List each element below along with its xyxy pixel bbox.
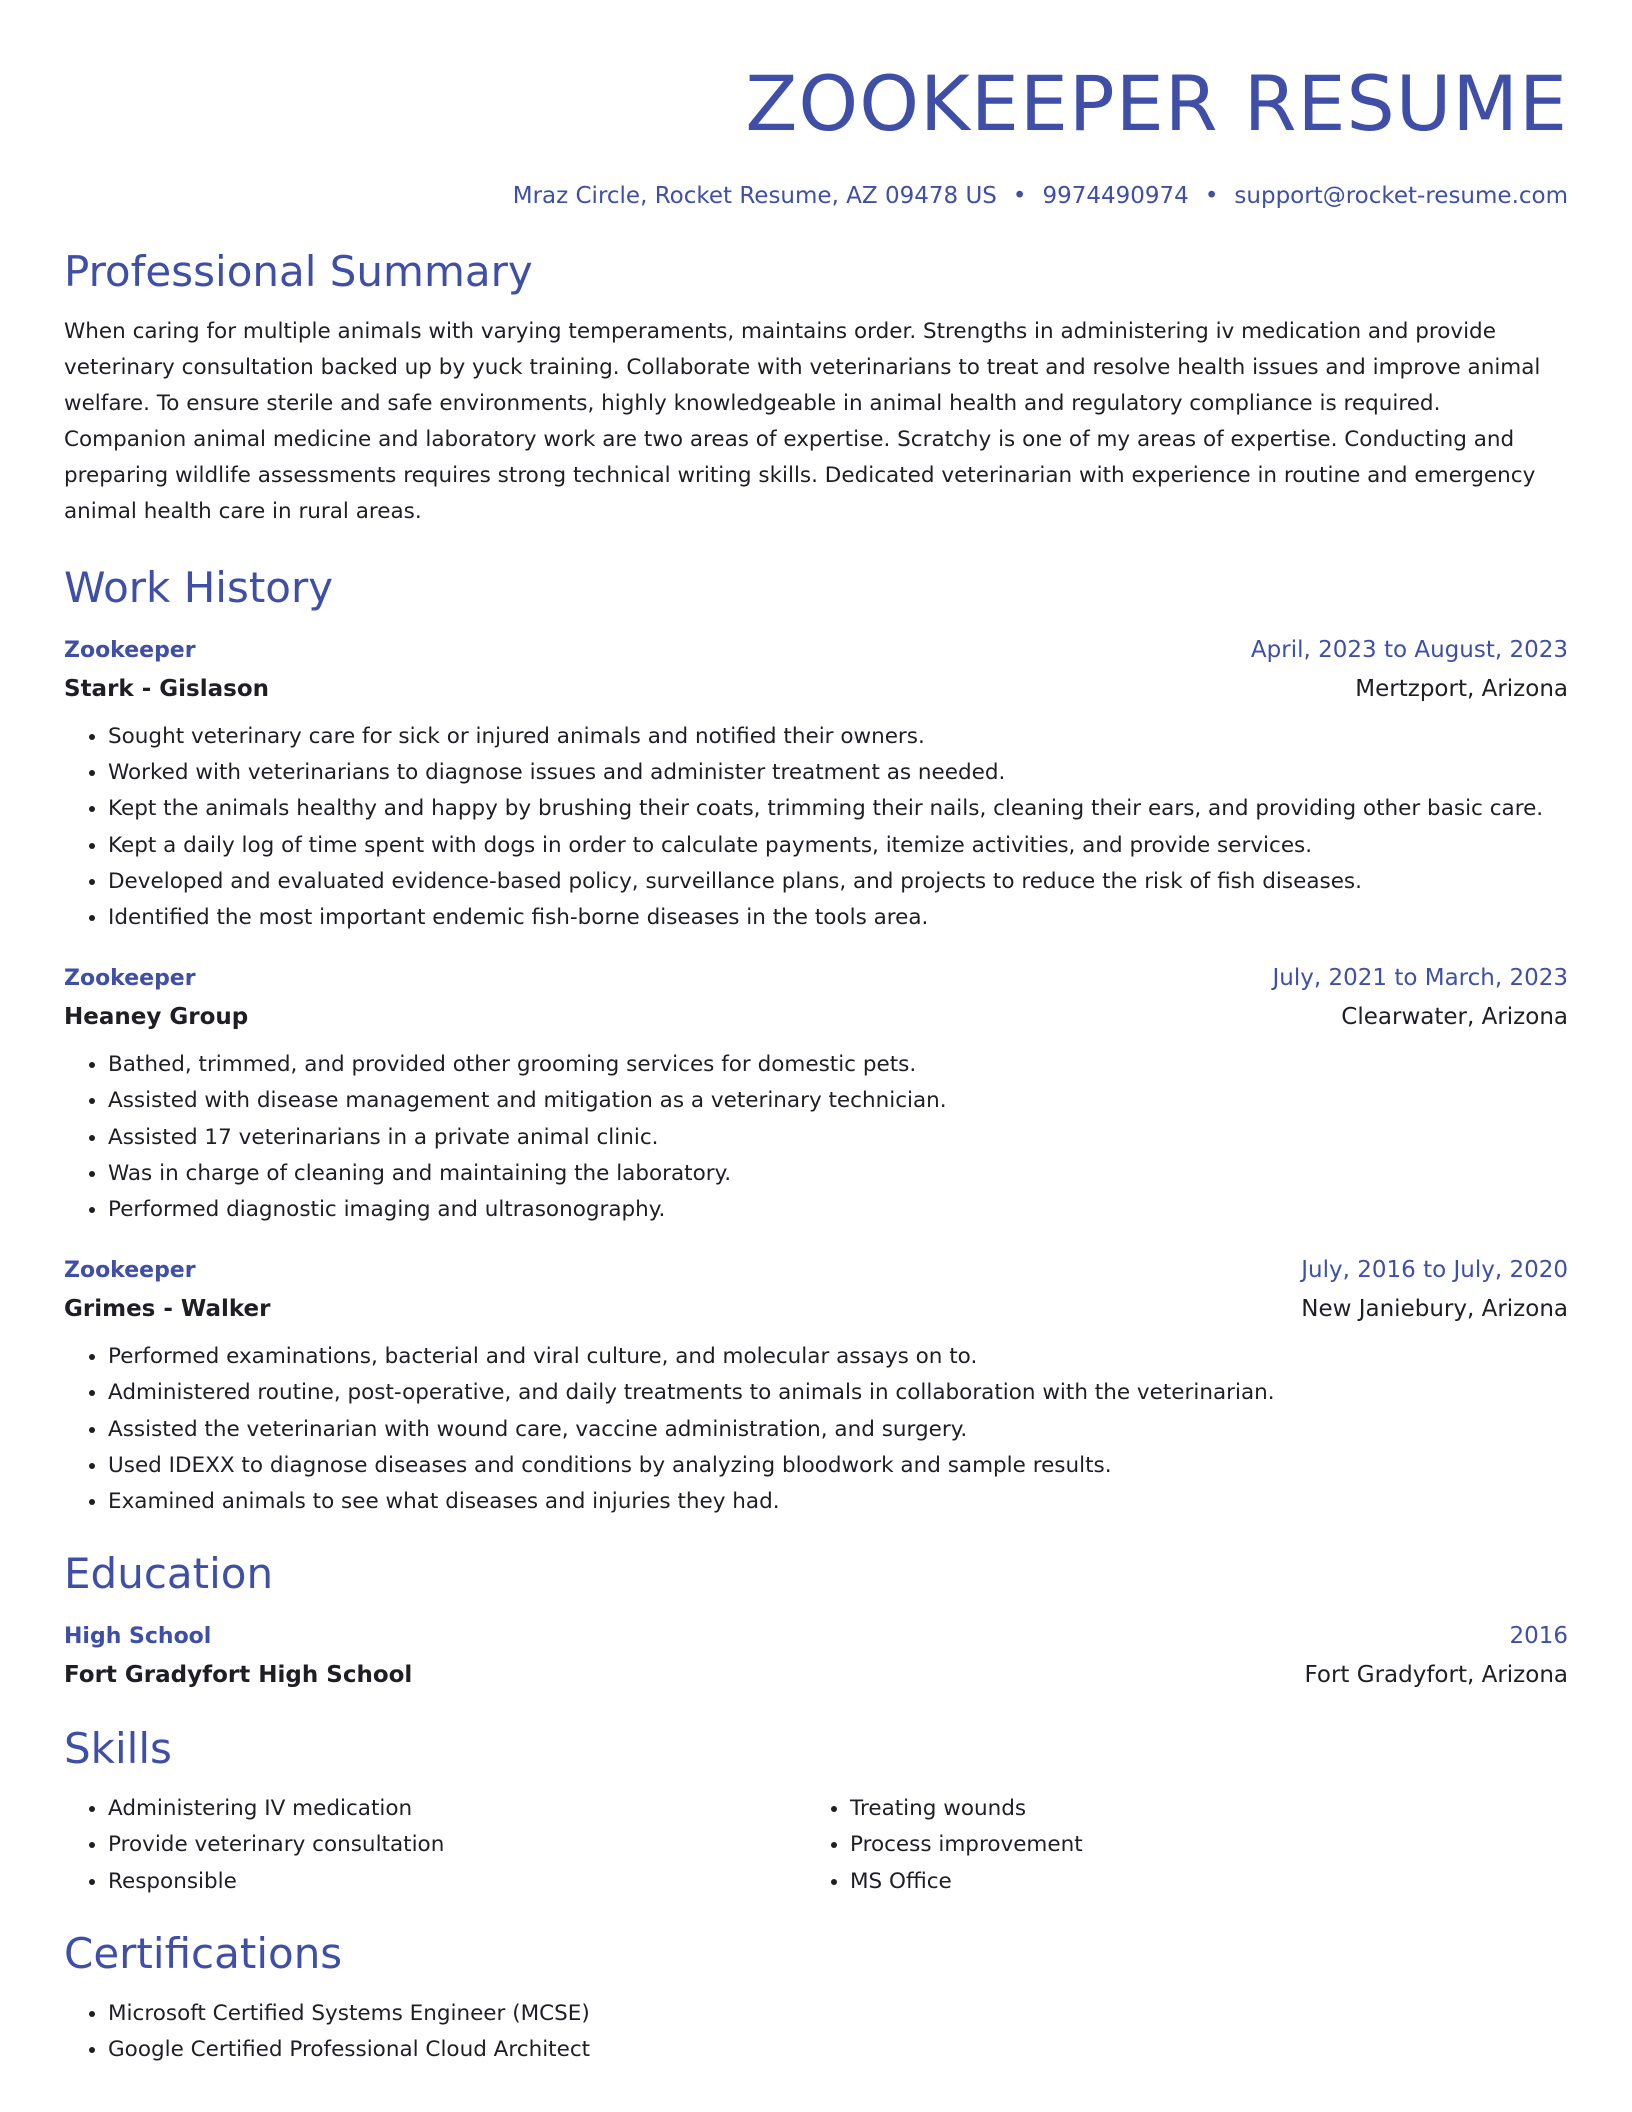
school-location: Fort Gradyfort, Arizona [1304,1662,1568,1689]
list-item: • Assisted 17 veterinarians in a private animal clinic. [108,1120,1568,1156]
job-duties [64,719,1568,936]
list-item: • Sought veterinary care for sick or injured animals and notified their owners. [108,719,1568,755]
list-item: • Identified the most important endemic fish-borne diseases in the tools area. [108,900,1568,936]
skill-item: • Administering IV medication [108,1791,806,1827]
skill-item: • Provide veterinary consultation [108,1827,806,1863]
job-dates: July, 2021 to March, 2023 [1272,965,1568,992]
phone: 9974490974 [1042,183,1189,209]
list-item: • Kept the animals healthy and happy by brushing their coats, trimming their nails, cleaning their ears, and providing other basic care. [108,791,1568,827]
employer-name: Stark - Gislason [64,676,270,702]
job-title: Zookeeper [64,966,196,992]
job-entry [64,960,1568,1228]
job-entry [64,1252,1568,1520]
employer-name: Heaney Group [64,1004,249,1031]
list-item: • Performed diagnostic imaging and ultrasonography. [108,1192,1568,1228]
skills-column-left [64,1791,806,1900]
skills-grid [64,1791,1568,1900]
skill-item: • MS Office [850,1864,1548,1900]
address: Mraz Circle, Rocket Resume, AZ 09478 US [512,183,997,209]
job-location: New Janiebury, Arizona [1301,1296,1568,1323]
job-title: Zookeeper [64,1258,196,1284]
email-link[interactable]: support@rocket-resume.com [1234,183,1568,209]
job-location: Clearwater, Arizona [1341,1004,1568,1031]
job-duties [64,1047,1568,1228]
list-item: • Performed examinations, bacterial and viral culture, and molecular assays on to. [108,1339,1568,1375]
graduation-year: 2016 [1509,1623,1568,1650]
job-title: Zookeeper [64,638,196,663]
degree: High School [64,1624,212,1650]
certification-item: • Microsoft Certified Systems Engineer (MCSE) [108,1996,1568,2032]
summary-heading: Professional Summary [64,247,533,296]
list-item: • Developed and evaluated evidence-based policy, surveillance plans, and projects to reduce the risk of fish diseases. [108,864,1568,900]
skill-item: • Responsible [108,1864,806,1900]
school-name: Fort Gradyfort High School [64,1662,413,1689]
certification-item: • Google Certified Professional Cloud Architect [108,2032,1568,2068]
skills-section [64,1721,1568,1900]
summary-text: When caring for multiple animals with varying temperaments, maintains order. Strengths in administering iv medication and provide veterinary consultation backed up by yuck training. Collaborate with veterinarians to treat and resolve health issues and improve animal welfare. To ensure sterile and safe environments, highly knowledgeable in animal health and regulatory compliance is required. Companion animal medicine and laboratory work are two areas of expertise. Scratchy is one of my areas of expertise. Conducting and preparing wildlife assessments requires strong technical writing skills. Dedicated veterinarian with experience in routine and emergency animal health care in rural areas. [64,319,1541,524]
job-dates: April, 2023 to August, 2023 [1250,637,1568,663]
resume-page [64,0,1568,2068]
work-history-heading: Work History [64,563,334,612]
summary-section [64,244,1568,530]
employer-name: Grimes - Walker [64,1296,271,1323]
skill-item: • Process improvement [850,1827,1548,1863]
contact-separator: • [1012,183,1027,209]
education-section [64,1546,1568,1695]
job-duties [64,1339,1568,1520]
certifications-section [64,1926,1568,2068]
job-dates: July, 2016 to July, 2020 [1301,1257,1568,1284]
skills-column-right [806,1791,1548,1900]
skills-heading: Skills [64,1724,172,1774]
list-item: • Examined animals to see what diseases and injuries they had. [108,1484,1568,1520]
certifications-list [64,1996,1568,2068]
job-location: Mertzport, Arizona [1355,676,1568,702]
certifications-heading: Certifications [64,1928,343,1978]
list-item: • Worked with veterinarians to diagnose issues and administer treatment as needed. [108,755,1568,791]
job-entry [64,632,1568,936]
education-heading: Education [64,1549,274,1599]
list-item: • Administered routine, post-operative, and daily treatments to animals in collaboration with the veterinarian. [108,1375,1568,1411]
contact-separator: • [1204,183,1219,209]
list-item: • Used IDEXX to diagnose diseases and conditions by analyzing bloodwork and sample results. [108,1448,1568,1484]
skill-item: • Treating wounds [850,1791,1548,1827]
list-item: • Was in charge of cleaning and maintaining the laboratory. [108,1156,1568,1192]
resume-title: ZOOKEEPER RESUME [745,59,1568,148]
list-item: • Kept a daily log of time spent with dogs in order to calculate payments, itemize activities, and provide services. [108,828,1568,864]
list-item: • Assisted the veterinarian with wound care, vaccine administration, and surgery. [108,1412,1568,1448]
list-item: • Assisted with disease management and mitigation as a veterinary technician. [108,1083,1568,1119]
work-history-section [64,560,1568,1520]
contact-line [64,180,1568,212]
list-item: • Bathed, trimmed, and provided other grooming services for domestic pets. [108,1047,1568,1083]
